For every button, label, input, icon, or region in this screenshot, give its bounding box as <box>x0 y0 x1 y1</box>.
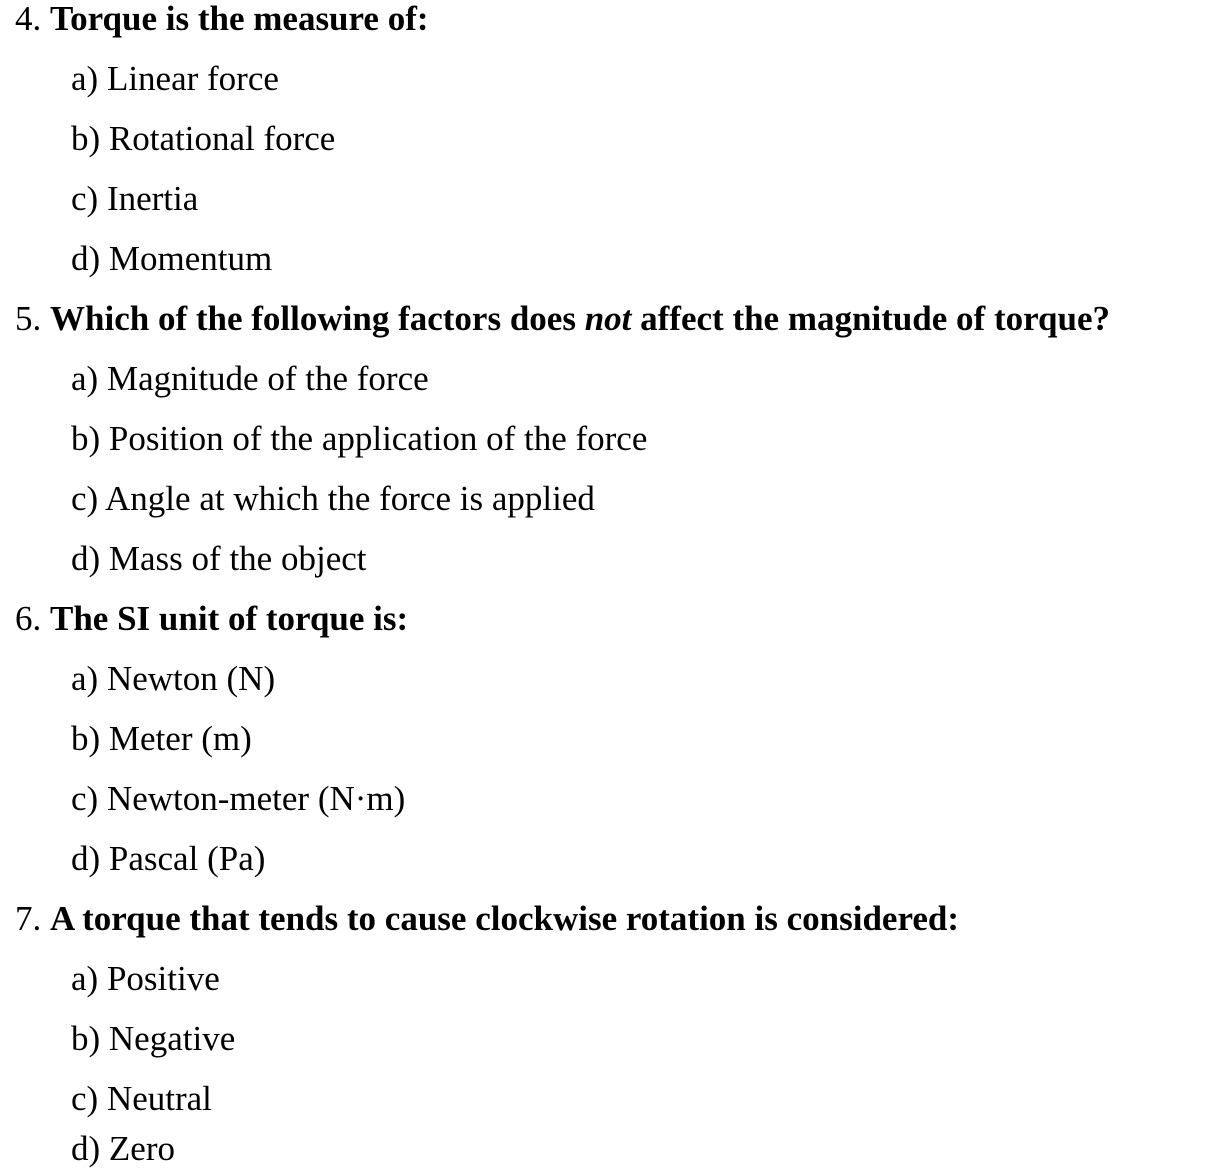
question-6 <box>15 600 408 660</box>
question-text: The SI unit of torque is: <box>50 599 409 638</box>
option-letter: c) <box>71 1079 99 1118</box>
option-6d <box>71 840 265 900</box>
question-text <box>50 299 1110 338</box>
option-letter: d) <box>71 239 101 278</box>
option-letter: c) <box>71 779 99 818</box>
question-7 <box>15 900 959 960</box>
option-6b <box>71 720 252 780</box>
option-text: Magnitude of the force <box>106 359 429 398</box>
option-text: Rotational force <box>108 119 336 158</box>
question-5 <box>15 300 1110 360</box>
option-5d <box>71 540 366 600</box>
question-text-before: Which of the following factors does <box>50 299 576 338</box>
option-letter: d) <box>71 1129 101 1168</box>
option-4a <box>71 60 279 120</box>
option-5b <box>71 420 647 480</box>
option-letter: a) <box>71 359 99 398</box>
option-letter: a) <box>71 659 99 698</box>
question-number: 6. <box>15 599 42 638</box>
option-letter: d) <box>71 539 101 578</box>
option-4c <box>71 180 198 240</box>
option-5c <box>71 480 595 540</box>
option-text: Pascal (Pa) <box>108 839 266 878</box>
option-text: Linear force <box>106 59 279 98</box>
option-letter: a) <box>71 959 99 998</box>
option-7d-clipped <box>71 1129 175 1168</box>
option-6a <box>71 660 275 720</box>
option-4d <box>71 240 272 300</box>
question-text-after: affect the magnitude of torque? <box>640 299 1110 338</box>
option-text: Positive <box>106 959 220 998</box>
option-text: Angle at which the force is applied <box>105 479 595 518</box>
option-letter: b) <box>71 1019 101 1058</box>
option-4b <box>71 120 335 180</box>
question-number: 5. <box>15 299 42 338</box>
option-text: Mass of the object <box>108 539 367 578</box>
option-text: Meter (m) <box>108 719 252 758</box>
question-text-emphasis: not <box>584 299 632 338</box>
option-text: Momentum <box>108 239 273 278</box>
question-number: 4. <box>15 0 42 38</box>
option-text: Position of the application of the force <box>108 419 648 458</box>
option-letter: b) <box>71 419 101 458</box>
option-letter: c) <box>71 179 99 218</box>
option-6c <box>71 780 405 840</box>
option-text: Neutral <box>106 1079 212 1118</box>
question-number: 7. <box>15 899 42 938</box>
question-text: Torque is the measure of: <box>50 0 429 38</box>
option-text: Inertia <box>106 179 199 218</box>
option-letter: b) <box>71 719 101 758</box>
option-letter: a) <box>71 59 99 98</box>
option-text: Zero <box>108 1129 175 1168</box>
option-text: Negative <box>108 1019 236 1058</box>
option-text: Newton-meter (N·m) <box>106 779 406 818</box>
question-text: A torque that tends to cause clockwise rotation is considered: <box>50 899 960 938</box>
option-7a <box>71 960 220 1020</box>
option-letter: b) <box>71 119 101 158</box>
option-text: Newton (N) <box>106 659 276 698</box>
option-5a <box>71 360 429 420</box>
option-letter: c) <box>71 479 99 518</box>
question-4 <box>15 0 429 60</box>
option-7b <box>71 1020 235 1080</box>
option-letter: d) <box>71 839 101 878</box>
